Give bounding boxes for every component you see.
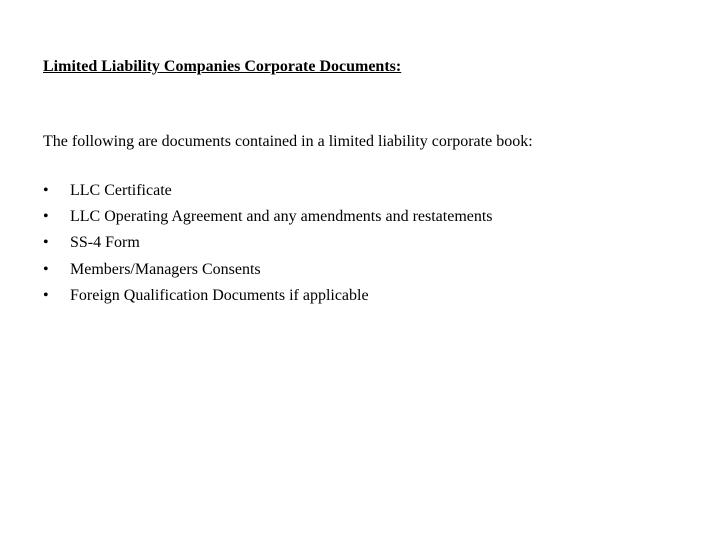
section-heading: Limited Liability Companies Corporate Documents: <box>43 58 402 75</box>
list-item <box>43 233 493 259</box>
intro-paragraph: The following are documents contained in a limited liability corporate book: <box>43 133 533 150</box>
list-item-label: SS-4 Form <box>70 234 140 252</box>
list-item-label: LLC Certificate <box>70 182 172 199</box>
bullet-icon: • <box>43 286 49 304</box>
list-item <box>43 260 493 286</box>
list-item-label: LLC Operating Agreement and any amendments and restatements <box>70 208 493 226</box>
list-item-label: Foreign Qualification Documents if applicable <box>70 286 369 304</box>
list-item <box>43 286 493 312</box>
document-list <box>43 181 493 312</box>
bullet-icon: • <box>43 182 49 199</box>
bullet-icon: • <box>43 208 49 226</box>
list-item <box>43 207 493 233</box>
bullet-icon: • <box>43 234 49 252</box>
bullet-icon: • <box>43 260 49 278</box>
list-item <box>43 181 493 207</box>
list-item-label: Members/Managers Consents <box>70 260 261 278</box>
